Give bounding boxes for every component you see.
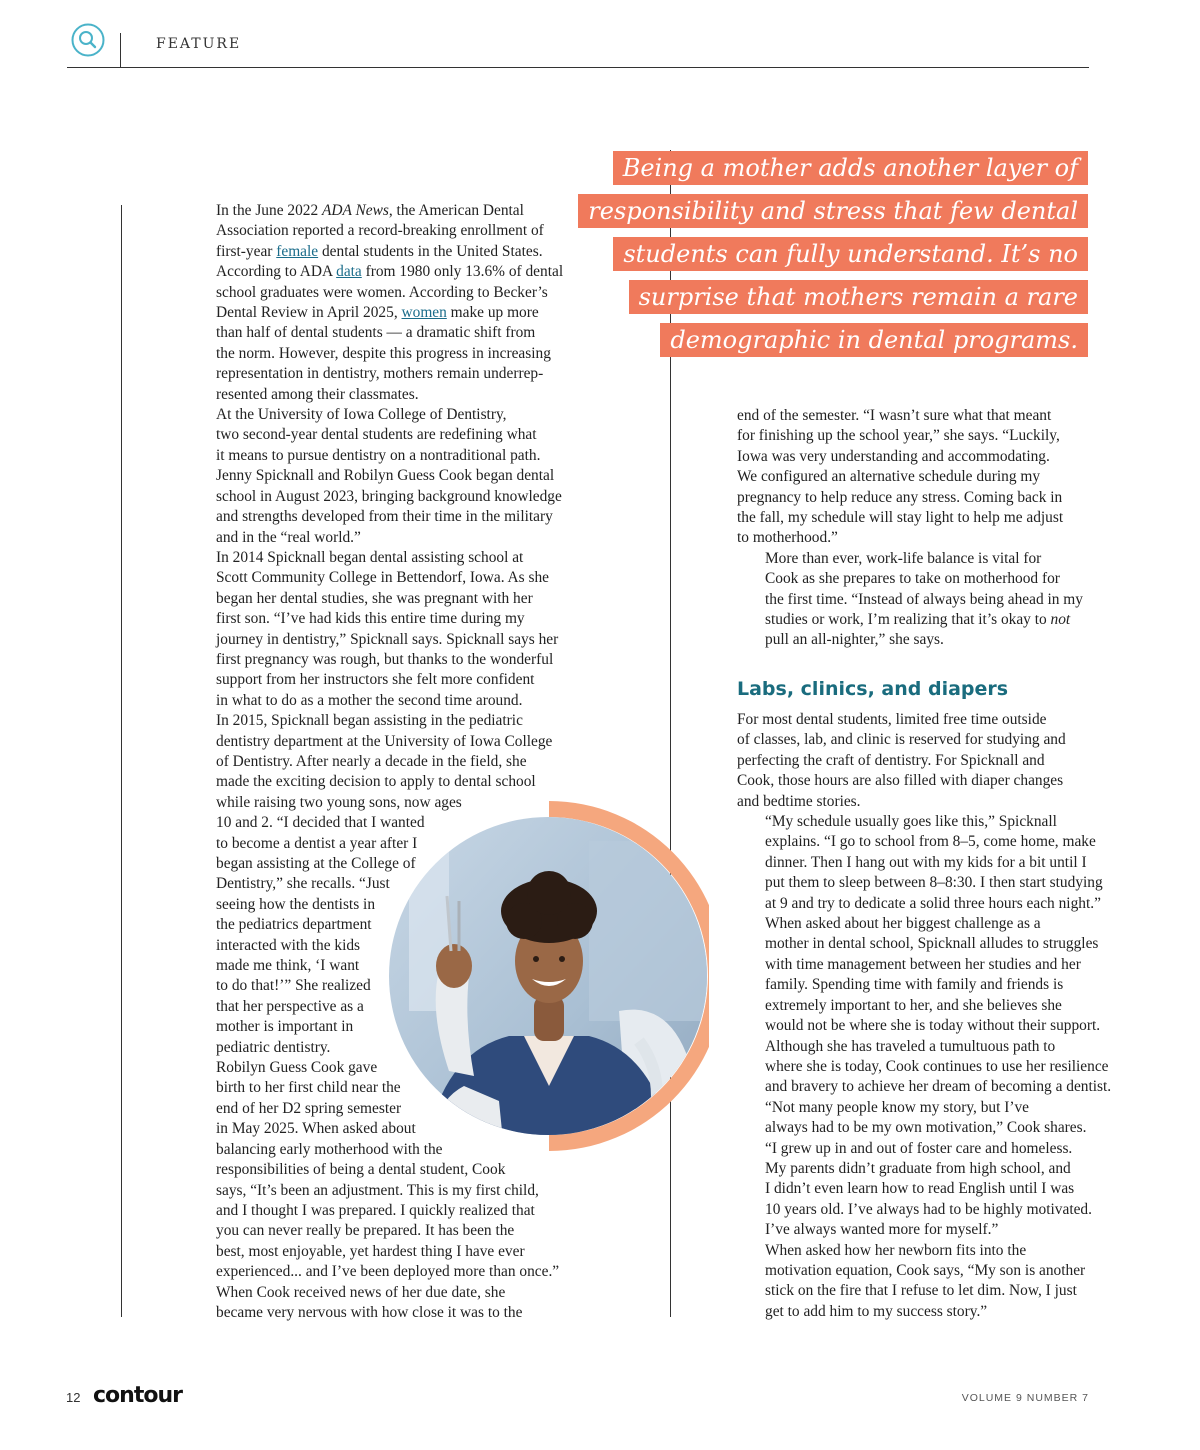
- text-line: birth to her first child near the: [216, 1079, 401, 1097]
- text-line: In 2015, Spicknall began assisting in the pediatric: [216, 712, 523, 730]
- text-line: stick on the fire that I refuse to let dim. Now, I just: [765, 1282, 1077, 1300]
- header-rule: [67, 67, 1089, 68]
- text-line: support from her instructors she felt more confident: [216, 671, 535, 689]
- text-line: end of the semester. “I wasn’t sure what that meant: [737, 407, 1052, 424]
- text-line: I’ve always wanted more for myself.”: [765, 1221, 999, 1239]
- text-line: and strengths developed from their time in the military: [216, 508, 553, 526]
- text-line: Cook, those hours are also filled with diaper changes: [737, 772, 1064, 790]
- search-icon[interactable]: [71, 23, 105, 57]
- text-line: experienced... and I’ve been deployed more than once.”: [216, 1263, 560, 1281]
- text: first-year: [216, 242, 277, 260]
- header-separator: [120, 33, 121, 67]
- text-line: dentistry department at the University of Iowa College: [216, 732, 553, 750]
- text-line: pregnancy to help reduce any stress. Coming back in: [737, 488, 1063, 506]
- text-line: to become a dentist a year after I: [216, 834, 418, 852]
- text-line: perfecting the craft of dentistry. For Spicknall and: [737, 751, 1045, 769]
- text-line: and bedtime stories.: [737, 792, 861, 810]
- text-line: extremely important to her, and she believes she: [765, 996, 1062, 1014]
- link-data[interactable]: data: [336, 263, 362, 281]
- pull-quote-line: demographic in dental programs.: [660, 323, 1088, 357]
- text-line: get to add him to my success story.”: [765, 1302, 988, 1320]
- text-line: I didn’t even learn how to read English until I was: [765, 1180, 1075, 1198]
- left-column-rule: [121, 205, 122, 1317]
- text-line: began assisting at the College of: [216, 855, 416, 872]
- text-line: journey in dentistry,” Spicknall says. Spicknall says her: [216, 630, 559, 648]
- text-line: end of her D2 spring semester: [216, 1099, 402, 1117]
- article-column-right-lower: [737, 710, 1112, 1322]
- paragraph: [737, 406, 1097, 549]
- paragraph: [188, 201, 564, 405]
- text-line: to do that!’” She realized: [216, 977, 371, 995]
- text-line: mother in dental school, Spicknall alludes to struggles: [765, 935, 1099, 953]
- text-line: first pregnancy was rough, but thanks to the wonderful: [216, 650, 554, 668]
- text-line: Dentistry,” she recalls. “Just: [216, 875, 390, 893]
- text-line: seeing how the dentists in: [216, 895, 376, 913]
- portrait-photo: [389, 801, 709, 1151]
- text-line: Although she has traveled a tumultuous path to: [765, 1037, 1056, 1055]
- text-line: for finishing up the school year,” she says. “Luckily,: [737, 427, 1060, 445]
- contour-logo[interactable]: contour: [93, 1383, 182, 1408]
- publication-name: ADA News: [322, 202, 389, 219]
- text-line: made me think, ‘I want: [216, 957, 360, 975]
- text-line: where she is today, Cook continues to use her resilience: [765, 1057, 1109, 1075]
- text-line: of Dentistry. After nearly a decade in the field, she: [216, 752, 527, 770]
- paragraph: [188, 405, 560, 548]
- section-heading: Labs, clinics, and diapers: [737, 678, 1009, 700]
- text-line: best, most enjoyable, yet hardest thing I have ever: [216, 1242, 525, 1260]
- emphasis: not: [1050, 611, 1071, 629]
- text-line: first son. “I’ve had kids this entire time during my: [216, 610, 525, 628]
- text-line: you can never really be prepared. It has been the: [216, 1222, 515, 1240]
- text-line: When Cook received news of her due date, she: [216, 1283, 506, 1301]
- text-line: Association reported a record-breaking enrollment of: [216, 222, 544, 240]
- text: from 1980 only 13.6% of dental: [361, 263, 564, 281]
- text-line: and I thought I was prepared. I quickly realized that: [216, 1201, 535, 1219]
- text: According to ADA: [216, 263, 337, 281]
- text-line: put them to sleep between 8–8:30. I then start studying: [765, 874, 1103, 892]
- text-line: the norm. However, despite this progress in increasing: [216, 344, 551, 362]
- text-line: of classes, lab, and clinic is reserved for studying and: [737, 731, 1066, 749]
- text-line: in May 2025. When asked about: [216, 1120, 416, 1138]
- text-line: became very nervous with how close it was to the: [216, 1303, 523, 1321]
- text-line: the first time. “Instead of always being ahead in my: [765, 590, 1083, 608]
- text-line: mother is important in: [216, 1018, 354, 1036]
- text-line: and bravery to achieve her dream of becoming a dentist.: [765, 1078, 1112, 1096]
- pull-quote-line: Being a mother adds another layer of: [613, 151, 1088, 185]
- paragraph: [737, 1098, 1097, 1241]
- text-line: representation in dentistry, mothers remain underrep-: [216, 365, 544, 383]
- text-line: the pediatrics department: [216, 916, 372, 934]
- text-line: explains. “I go to school from 8–5, come home, make: [765, 833, 1096, 851]
- pull-quote-line: surprise that mothers remain a rare: [629, 280, 1088, 314]
- text-line: 10 years old. I’ve always had to be highly motivated.: [765, 1200, 1092, 1218]
- text-line: 10 and 2. “I decided that I wanted: [216, 814, 425, 832]
- pull-quote-line: students can fully understand. It’s no: [613, 237, 1088, 271]
- text: , the American Dental: [388, 202, 524, 219]
- text-line: pull an all-nighter,” she says.: [765, 631, 944, 649]
- text: make up more: [446, 304, 539, 322]
- text-line: Robilyn Guess Cook gave: [216, 1059, 378, 1077]
- paragraph: [737, 710, 1097, 812]
- paragraph: [188, 548, 560, 711]
- link-women[interactable]: women: [401, 304, 447, 322]
- text: dental students in the United States.: [318, 242, 543, 260]
- text-line: resented among their classmates.: [216, 385, 419, 403]
- section-label: FEATURE: [156, 36, 242, 52]
- text-line: it means to pursue dentistry on a nontraditional path.: [216, 446, 541, 464]
- text-line: than half of dental students — a dramatic shift from: [216, 324, 536, 342]
- text-line: “My schedule usually goes like this,” Spicknall: [765, 813, 1057, 831]
- text-line: More than ever, work-life balance is vital for: [765, 549, 1042, 567]
- text-line: with time management between her studies and her: [765, 955, 1081, 973]
- link-female[interactable]: female: [276, 242, 319, 260]
- page-number: 12: [66, 1390, 81, 1405]
- text-line: the fall, my schedule will stay light to help me adjust: [737, 509, 1064, 527]
- text-line: At the University of Iowa College of Dentistry,: [216, 406, 507, 424]
- text-line: When asked how her newborn fits into the: [765, 1241, 1027, 1259]
- text-line: would not be where she is today without their support.: [765, 1017, 1101, 1035]
- paragraph: [737, 1241, 1097, 1323]
- text-line: We configured an alternative schedule during my: [737, 468, 1041, 486]
- text-line: motivation equation, Cook says, “My son is another: [765, 1261, 1086, 1279]
- text-line: dinner. Then I hang out with my kids for a bit until I: [765, 853, 1087, 871]
- text-line: Iowa was very understanding and accommodating.: [737, 447, 1050, 465]
- text-line: and in the “real world.”: [216, 528, 361, 546]
- text-line: began her dental studies, she was pregnant with her: [216, 589, 533, 607]
- paragraph: [737, 1037, 1112, 1098]
- volume-issue: VOLUME 9 NUMBER 7: [961, 1392, 1089, 1404]
- article-column-left: [188, 201, 564, 1323]
- text-line: balancing early motherhood with the: [216, 1140, 443, 1158]
- text-line: When asked about her biggest challenge as a: [765, 915, 1041, 933]
- text-line: that her perspective as a: [216, 997, 364, 1015]
- text-line: while raising two young sons, now ages: [216, 793, 462, 811]
- paragraph: [737, 549, 1097, 651]
- paragraph: [188, 1283, 560, 1324]
- text-line: in what to do as a mother the second time around.: [216, 691, 523, 709]
- text-line: responsibilities of being a dental student, Cook: [216, 1161, 506, 1179]
- text-line: family. Spending time with family and friends is: [765, 976, 1064, 994]
- pull-quote-line: responsibility and stress that few dental: [578, 194, 1088, 228]
- paragraph: [737, 812, 1103, 914]
- text: studies or work, I’m realizing that it’s okay to: [765, 611, 1051, 629]
- text-line: pediatric dentistry.: [216, 1038, 331, 1056]
- text-line: Jenny Spicknall and Robilyn Guess Cook began dental: [216, 467, 555, 485]
- text-line: For most dental students, limited free time outside: [737, 711, 1047, 728]
- text-line: made the exciting decision to apply to dental school: [216, 773, 536, 791]
- text-line: always had to be my own motivation,” Cook shares.: [765, 1119, 1087, 1137]
- text: In the June 2022: [216, 202, 323, 219]
- text-line: Scott Community College in Bettendorf, Iowa. As she: [216, 569, 550, 587]
- article-column-right: [737, 406, 1097, 651]
- text-line: to motherhood.”: [737, 529, 838, 547]
- text-line: two second-year dental students are redefining what: [216, 426, 537, 444]
- text-line: school in August 2023, bringing background knowledge: [216, 487, 562, 505]
- text-line: Cook as she prepares to take on motherhood for: [765, 570, 1060, 588]
- text-line: “Not many people know my story, but I’ve: [765, 1098, 1030, 1116]
- text-line: says, “It’s been an adjustment. This is my first child,: [216, 1181, 539, 1199]
- paragraph: [737, 914, 1101, 1036]
- text-line: In 2014 Spicknall began dental assisting school at: [216, 548, 524, 566]
- text-line: interacted with the kids: [216, 936, 361, 954]
- text-line: “I grew up in and out of foster care and homeless.: [765, 1139, 1073, 1157]
- text-line: My parents didn’t graduate from high school, and: [765, 1159, 1071, 1177]
- text: Dental Review in April 2025,: [216, 304, 402, 322]
- text-line: at 9 and try to dedicate a solid three hours each night.”: [765, 894, 1101, 912]
- text-line: school graduates were women. According to Becker’s: [216, 283, 548, 301]
